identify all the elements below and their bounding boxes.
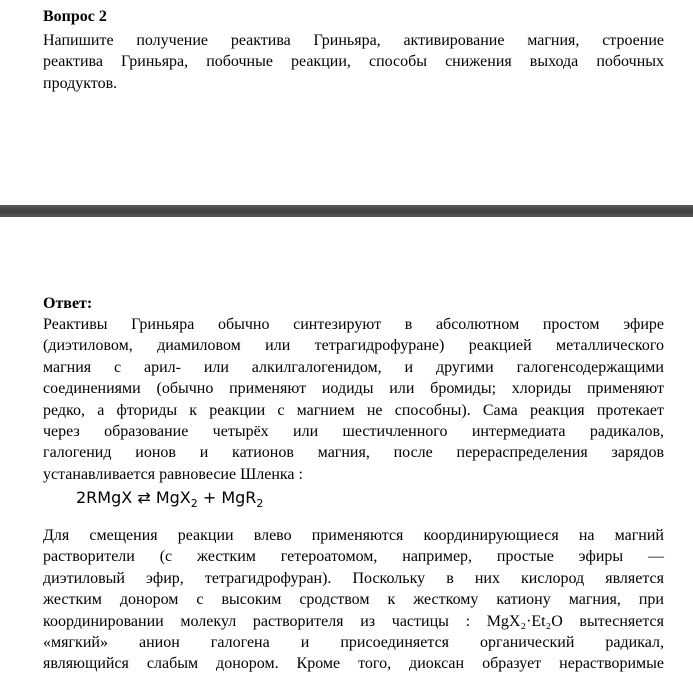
answer-line: растворители (с жестким гетероатомом, например, простые эфиры — (43, 548, 664, 566)
equilibrium-arrow: ⇄ (137, 488, 151, 507)
page-divider (0, 205, 693, 217)
answer-line: магния с арил- или алкилгалогенидом, и другими галогенсодержащими (43, 358, 664, 376)
answer-paragraph-1 (43, 314, 664, 485)
question-line: продуктов. (43, 74, 118, 92)
answer-line: координировании молекул растворителя из частицы : MgX₂·Et₂O вытесняется (43, 612, 664, 630)
answer-line: устанавливается равновесие Шленка : (43, 465, 303, 483)
answer-line: редко, а фториды к реакции с магнием не способны). Сама реакция протекает (43, 401, 664, 419)
answer-line: галогенид ионов и катионов магния, после перераспределения зарядов (43, 444, 664, 462)
formula-product-1: MgX$_2$ (155, 488, 198, 511)
formula-product-2: MgR$_2$ (221, 488, 264, 511)
answer-line: являющийся слабым донором. Кроме того, диоксан образует нерастворимые (43, 655, 664, 673)
schlenk-equation (76, 488, 263, 510)
answer-line: Для смещения реакции влево применяются координирующиеся на магний (43, 527, 664, 544)
answer-line: соединениями (обычно применяют иодиды или бромиды; хлориды применяют (43, 380, 664, 398)
answer-line: (диэтиловом, диамиловом или тетрагидрофуране) реакцией металлического (43, 337, 664, 355)
question-text (43, 30, 664, 94)
answer-line: диэтиловый эфир, тетрагидрофуран). Поскольку в них кислород является (43, 569, 664, 587)
question-page (0, 0, 693, 205)
formula-reactant: 2RMgX (76, 488, 133, 507)
answer-line: через образование четырёх или шестичленного интермедиата радикалов, (43, 423, 664, 441)
question-line: реактива Гриньяра, побочные реакции, способы снижения выхода побочных (43, 53, 664, 71)
answer-line: Реактивы Гриньяра обычно синтезируют в абсолютном простом эфире (43, 316, 664, 333)
answer-line: жестким донором с высоким сродством к жесткому катиону магния, при (43, 591, 664, 609)
answer-paragraph-2 (43, 525, 664, 675)
answer-page (0, 217, 693, 679)
question-title: Вопрос 2 (43, 8, 107, 25)
question-line: Напишите получение реактива Гриньяра, активирование магния, строение (43, 32, 664, 49)
answer-title: Ответ: (43, 295, 93, 312)
answer-line: «мягкий» анион галогена и присоединяется органический радикал, (43, 634, 664, 652)
formula-plus: + (202, 488, 217, 507)
